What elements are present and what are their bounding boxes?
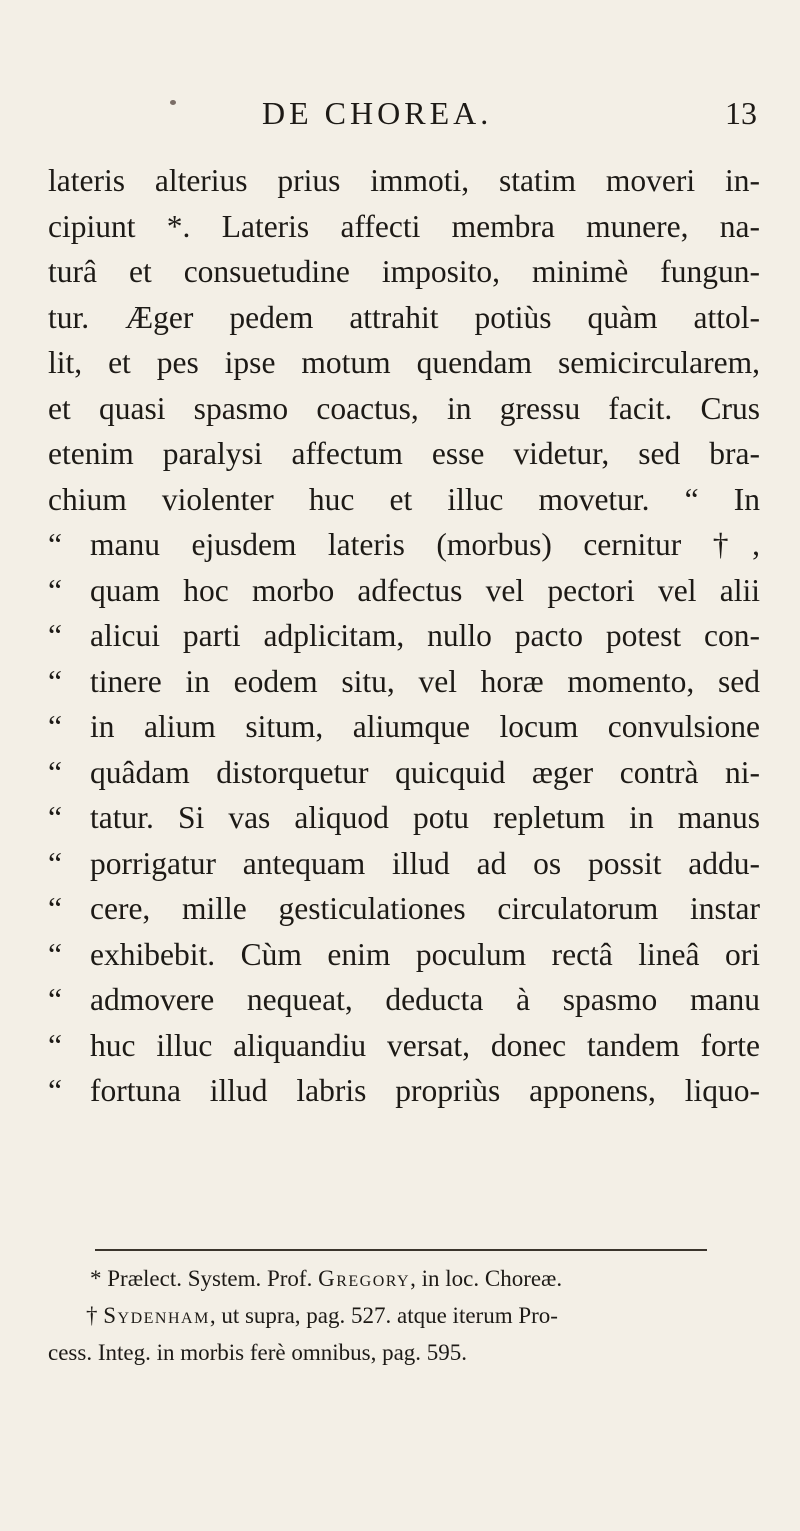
line-text: lateris alterius prius immoti, statim moveri in- [48,163,760,198]
page-number: 13 [725,95,757,131]
running-head [0,88,800,138]
text-line [48,704,760,750]
text-line [48,841,760,887]
line-text: turâ et consuetudine imposito, minimè fungun- [48,254,760,289]
quote-mark: “ [48,891,62,926]
text-line [48,158,760,204]
line-text: quam hoc morbo adfectus vel pectori vel alii [90,572,760,608]
line-text: chium violenter huc et illuc movetur. “ In [48,481,760,517]
text-line [48,522,760,568]
text-line [48,431,760,477]
author-name: Gregory [318,1266,411,1291]
text-line [48,568,760,614]
footnote-marker: * [90,1266,102,1291]
line-text: manu ejusdem lateris (morbus) cernitur †, [90,527,760,562]
quote-mark: “ [48,1073,62,1108]
line-text: cere, mille gesticulationes circulatorum instar [90,891,760,926]
line-text: lit, et pes ipse motum quendam semicircularem, [48,345,760,380]
text-line [48,477,760,523]
text-line [48,249,760,295]
line-text: et quasi spasmo coactus, in gressu facit. Crus [48,390,760,426]
line-text: porrigatur antequam illud ad os possit addu- [90,845,760,881]
text-line [48,977,760,1023]
quote-mark: “ [48,663,62,699]
quote-mark: “ [48,1027,62,1063]
quote-mark: “ [48,572,62,608]
footnote-text: , in loc. Choreæ. [410,1266,563,1291]
footnote-text: , ut supra, pag. 527. atque iterum Pro- [209,1303,558,1328]
quote-mark: “ [48,754,62,790]
quote-mark: “ [48,618,62,653]
text-line [48,932,760,978]
line-text: exhibebit. Cùm enim poculum rectâ lineâ ori [90,936,760,972]
footnote-rule [95,1249,707,1251]
quote-mark: “ [48,527,62,562]
footnote-1 [48,1260,760,1297]
footnotes [48,1260,760,1371]
footnote-2 [48,1297,760,1334]
footnote-marker: † [86,1303,98,1328]
text-line [48,886,760,932]
running-title: DE CHOREA. [262,95,493,131]
line-text: tinere in eodem situ, vel horæ momento, sed [90,663,760,699]
footnote-2-continued: cess. Integ. in morbis ferè omnibus, pag. 595. [48,1340,468,1365]
line-text: cipiunt *. Lateris affecti membra munere, na- [48,208,760,244]
line-text: fortuna illud labris propriùs apponens, liquo- [90,1073,760,1108]
line-text: in alium situm, aliumque locum convulsione [90,709,760,744]
body-text [48,158,760,1114]
line-text: huc illuc aliquandiu versat, donec tandem forte [90,1027,760,1063]
quote-mark: “ [48,709,62,744]
text-line [48,659,760,705]
text-line [48,613,760,659]
text-line [48,1068,760,1114]
text-line [48,1023,760,1069]
text-line [48,295,760,341]
footnote-text: Prælect. System. Prof. [107,1266,319,1291]
author-name: Sydenham [103,1303,210,1328]
text-line [48,795,760,841]
quote-mark: “ [48,982,62,1017]
line-text: tur. Æger pedem attrahit potiùs quàm attol- [48,299,760,335]
text-line [48,204,760,250]
quote-mark: “ [48,936,62,972]
text-line [48,386,760,432]
line-text: etenim paralysi affectum esse videtur, sed bra- [48,436,760,471]
line-text: alicui parti adplicitam, nullo pacto potest con- [90,618,760,653]
quote-mark: “ [48,800,62,835]
text-line [48,340,760,386]
text-line [48,750,760,796]
line-text: quâdam distorquetur quicquid æger contrà ni- [90,754,760,790]
line-text: admovere nequeat, deducta à spasmo manu [90,982,760,1017]
line-text: tatur. Si vas aliquod potu repletum in manus [90,800,760,835]
quote-mark: “ [48,845,62,881]
